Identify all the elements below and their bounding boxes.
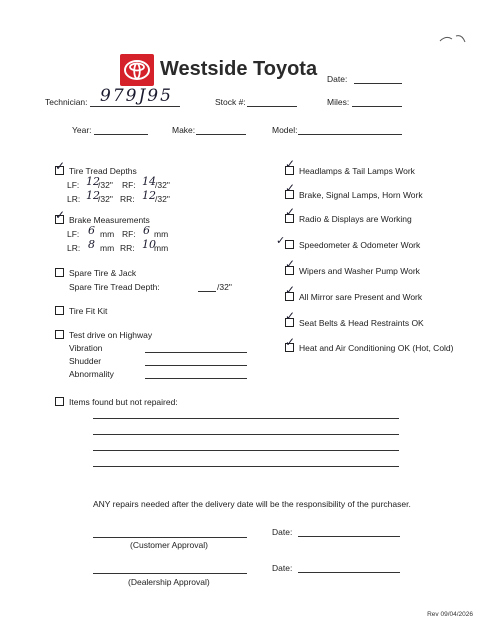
miles-label: Miles:	[327, 97, 350, 107]
spare-depth-unit: /32"	[217, 282, 232, 292]
abnormality-field[interactable]	[145, 378, 247, 379]
brake-rr-label: RR:	[120, 243, 135, 253]
technician-value: 979J95	[100, 86, 173, 106]
brake-lr-unit: mm	[100, 243, 115, 253]
dealership-signature-line[interactable]	[93, 573, 247, 574]
tire-lf-value: 12	[86, 175, 100, 188]
check-mark-icon: ✓	[285, 157, 296, 171]
disclaimer-text: ANY repairs needed after the delivery date will be the responsibility of the purchaser.	[93, 499, 411, 509]
not-repaired-label: Items found but not repaired:	[69, 397, 178, 407]
date-field[interactable]	[354, 83, 402, 84]
miles-field[interactable]	[352, 106, 402, 107]
toyota-logo	[120, 54, 154, 86]
brake-lr-value: 8	[88, 238, 95, 251]
tire-fit-kit-checkbox[interactable]	[55, 306, 64, 315]
year-label: Year:	[72, 125, 92, 135]
customer-approval-label: (Customer Approval)	[130, 540, 208, 550]
not-repaired-checkbox[interactable]	[55, 397, 64, 406]
brake-rf-value: 6	[143, 224, 150, 237]
mirrors-label: All Mirror sare Present and Work	[299, 292, 423, 302]
toyota-emblem-icon	[120, 54, 154, 86]
tire-rf-label: RF:	[122, 180, 136, 190]
spare-depth-label: Spare Tire Tread Depth:	[69, 282, 160, 292]
check-mark-icon: ✓	[55, 159, 66, 173]
headlamps-label: Headlamps & Tail Lamps Work	[299, 166, 415, 176]
brake-label: Brake Measurements	[69, 215, 150, 225]
check-mark-icon: ✓	[285, 257, 296, 271]
tire-rr-value: 12	[142, 189, 156, 202]
date-label: Date:	[327, 74, 348, 84]
brand-name: Westside Toyota	[160, 58, 318, 80]
check-mark-icon: ✓	[285, 283, 296, 297]
stock-label: Stock #:	[215, 97, 246, 107]
brake-rr-value: 10	[142, 238, 156, 251]
abnormality-label: Abnormality	[69, 369, 114, 379]
check-mark-icon: ✓	[285, 309, 296, 323]
make-field[interactable]	[196, 134, 246, 135]
brake-rf-unit: mm	[154, 229, 169, 239]
check-mark-icon: ✓	[276, 234, 286, 247]
tire-rr-unit: /32"	[155, 194, 170, 204]
radio-label: Radio & Displays are Working	[299, 214, 412, 224]
speedometer-checkbox[interactable]	[285, 240, 294, 249]
not-repaired-line-2[interactable]	[93, 434, 399, 435]
corner-mark	[438, 32, 468, 46]
customer-date-label: Date:	[272, 527, 293, 537]
not-repaired-line-3[interactable]	[93, 450, 399, 451]
model-label: Model:	[272, 125, 298, 135]
seat-belts-label: Seat Belts & Head Restraints OK	[299, 318, 424, 328]
brake-rf-label: RF:	[122, 229, 136, 239]
check-mark-icon: ✓	[285, 181, 296, 195]
tire-lr-unit: /32"	[98, 194, 113, 204]
brake-lf-label: LF:	[67, 229, 80, 239]
spare-label: Spare Tire & Jack	[69, 268, 137, 278]
tire-rr-label: RR:	[120, 194, 135, 204]
test-drive-label: Test drive on Highway	[69, 330, 153, 340]
not-repaired-line-4[interactable]	[93, 466, 399, 467]
check-mark-icon: ✓	[55, 208, 66, 222]
heat-ac-label: Heat and Air Conditioning OK (Hot, Cold)	[299, 343, 454, 353]
brake-lf-value: 6	[88, 224, 95, 237]
customer-date-field[interactable]	[298, 536, 400, 537]
speedometer-label: Speedometer & Odometer Work	[299, 240, 421, 250]
check-mark-icon: ✓	[285, 205, 296, 219]
model-field[interactable]	[298, 134, 402, 135]
customer-signature-line[interactable]	[93, 537, 247, 538]
test-drive-checkbox[interactable]	[55, 330, 64, 339]
wipers-label: Wipers and Washer Pump Work	[299, 266, 420, 276]
brake-lr-label: LR:	[67, 243, 81, 253]
shudder-field[interactable]	[145, 365, 247, 366]
technician-label: Technician:	[45, 97, 88, 107]
tire-tread-label: Tire Tread Depths	[69, 166, 137, 176]
dealership-approval-label: (Dealership Approval)	[128, 577, 210, 587]
tire-lf-unit: /32"	[98, 180, 113, 190]
technician-field[interactable]	[90, 106, 180, 107]
tire-rf-value: 14	[142, 175, 156, 188]
check-mark-icon: ✓	[285, 335, 296, 349]
tire-lr-label: LR:	[67, 194, 81, 204]
shudder-label: Shudder	[69, 356, 102, 366]
stock-field[interactable]	[247, 106, 297, 107]
spare-checkbox[interactable]	[55, 268, 64, 277]
tire-lf-label: LF:	[67, 180, 80, 190]
vibration-field[interactable]	[145, 352, 247, 353]
tire-rf-unit: /32"	[155, 180, 170, 190]
spare-depth-field[interactable]	[198, 291, 216, 292]
dealership-date-field[interactable]	[298, 572, 400, 573]
make-label: Make:	[172, 125, 196, 135]
tire-fit-kit-label: Tire Fit Kit	[69, 306, 108, 316]
revision-footer: Rev 09/04/2026	[427, 611, 473, 618]
brake-lf-unit: mm	[100, 229, 115, 239]
not-repaired-line-1[interactable]	[93, 418, 399, 419]
brake-lamps-label: Brake, Signal Lamps, Horn Work	[299, 190, 423, 200]
tire-lr-value: 12	[86, 189, 100, 202]
brake-rr-unit: mm	[154, 243, 169, 253]
year-field[interactable]	[94, 134, 148, 135]
dealership-date-label: Date:	[272, 563, 293, 573]
vibration-label: Vibration	[69, 343, 103, 353]
